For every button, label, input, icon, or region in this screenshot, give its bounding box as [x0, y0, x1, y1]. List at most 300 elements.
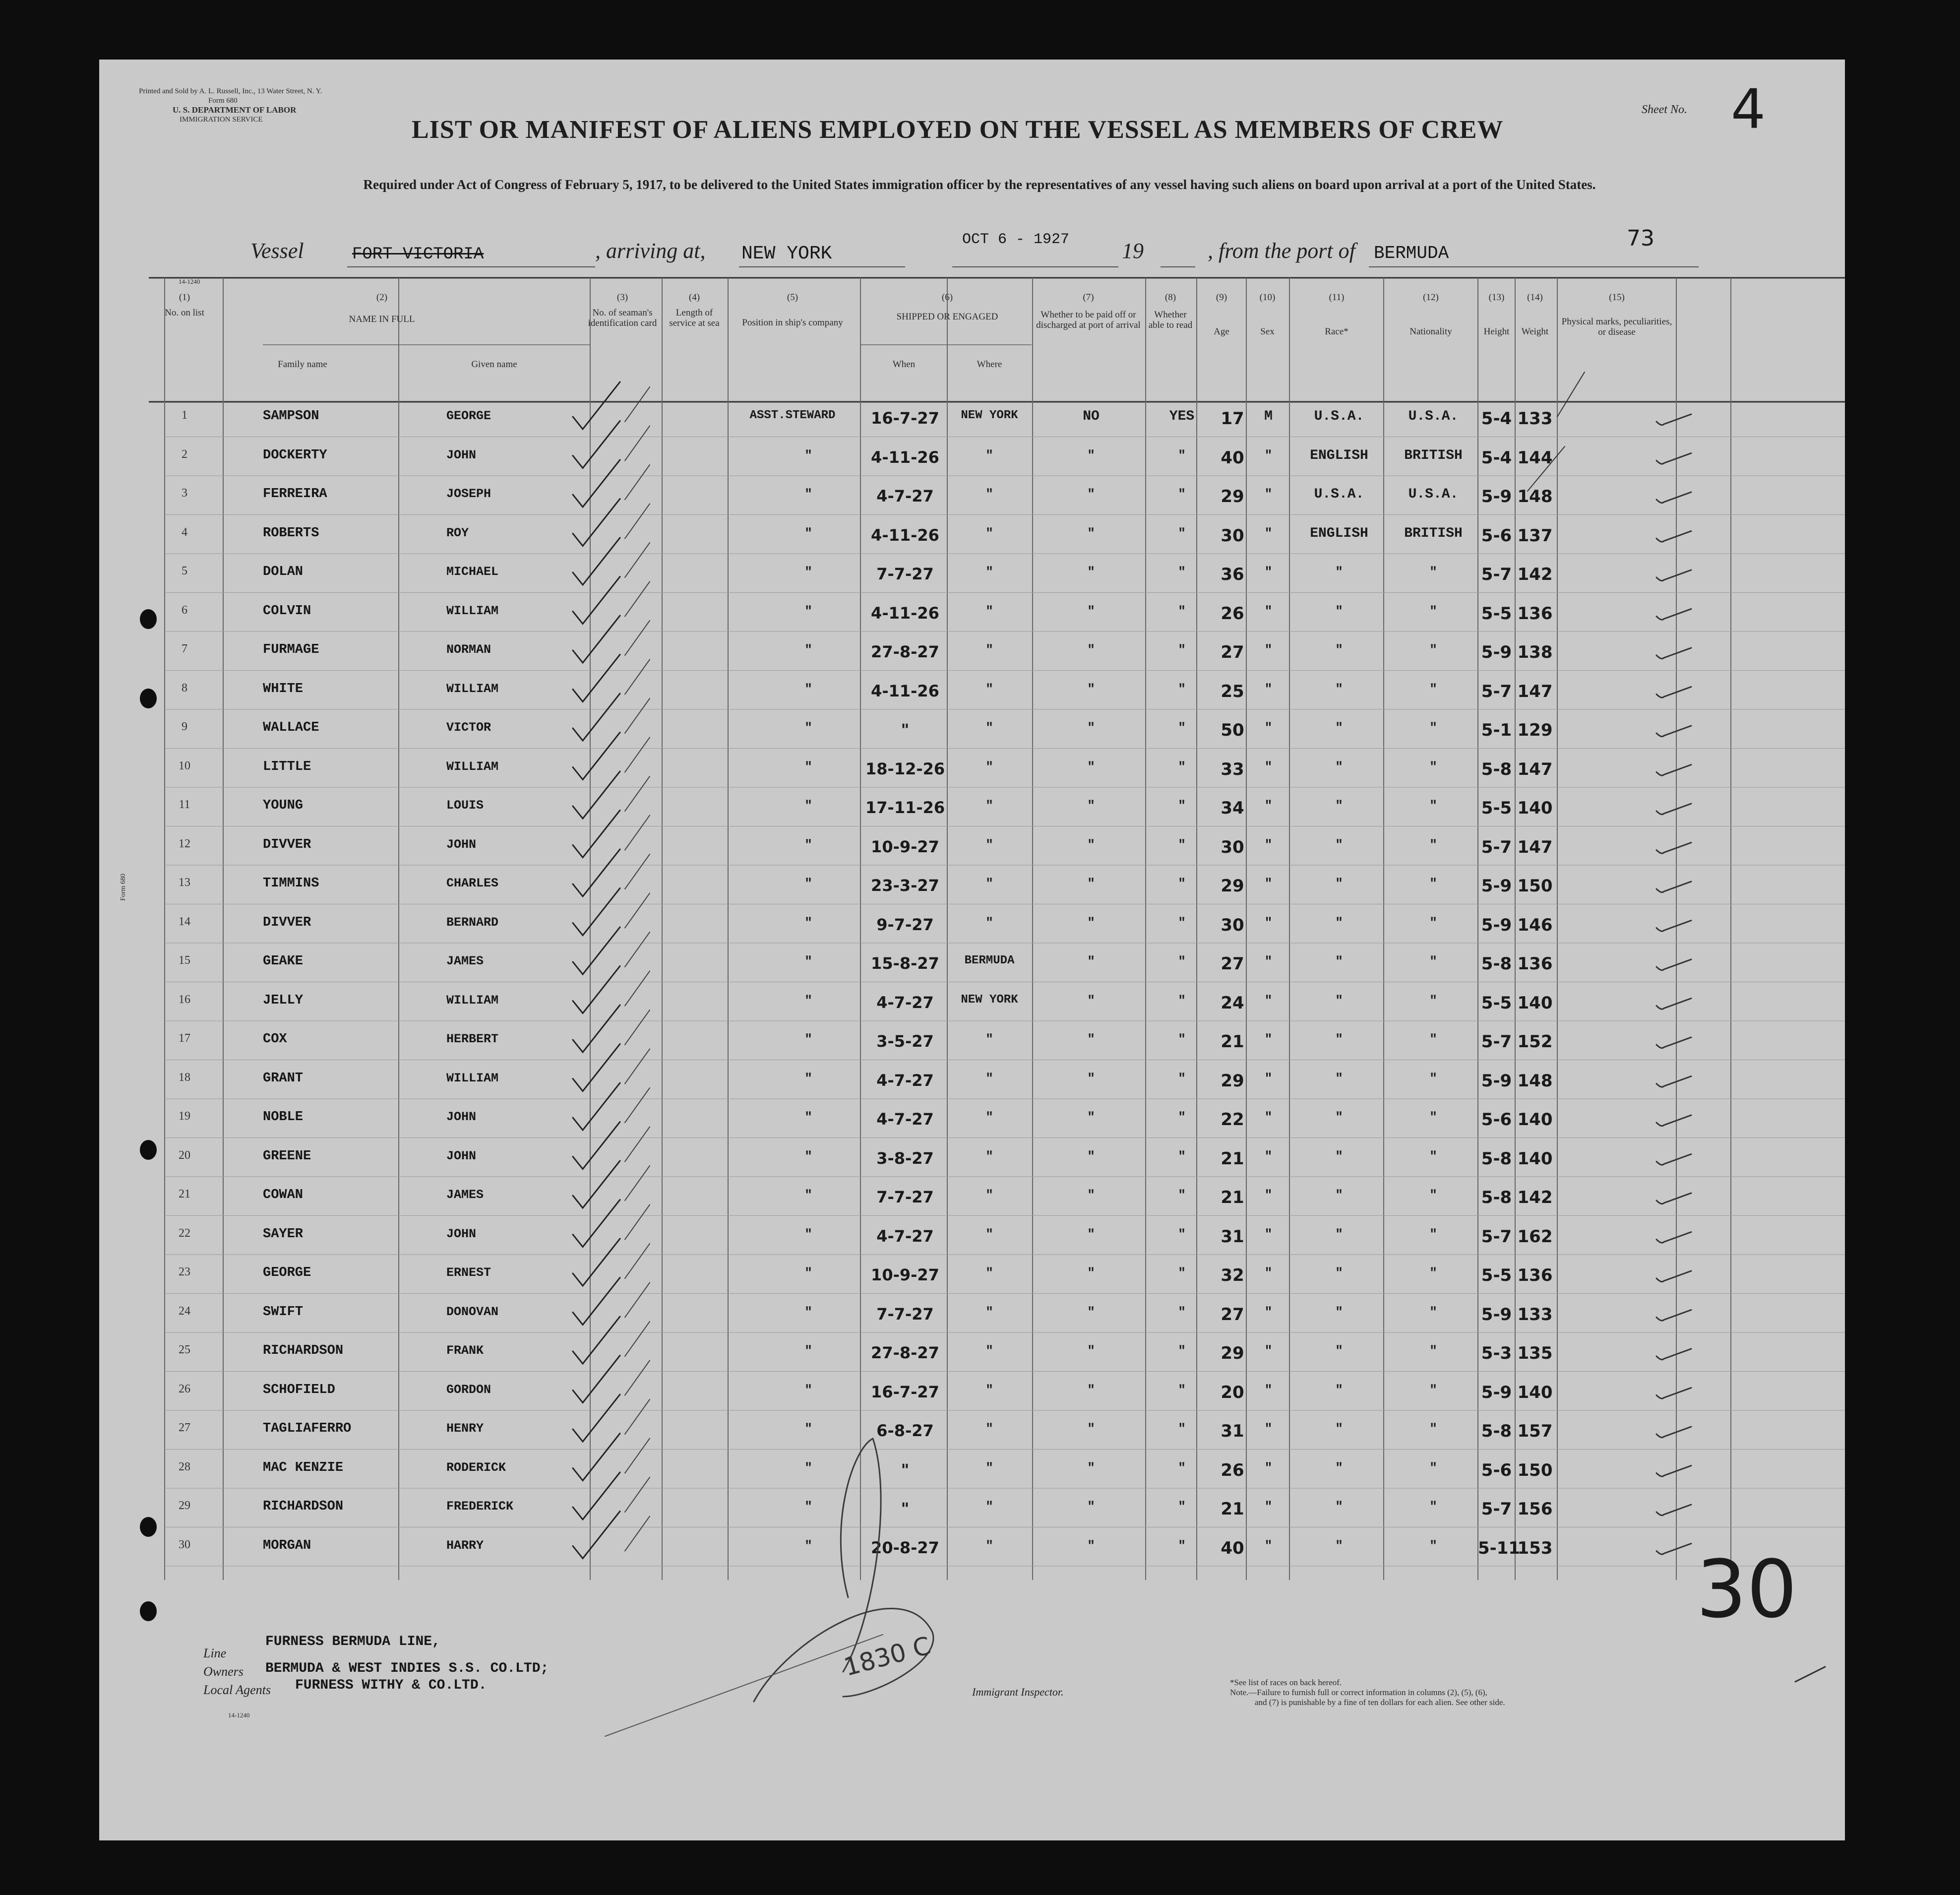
able-to-read-cell: "	[1178, 1110, 1186, 1125]
col6-header: (6) SHIPPED OR ENGAGED	[896, 292, 998, 322]
family-name: RICHARDSON	[263, 1343, 344, 1358]
paid-off-cell: "	[1087, 1265, 1095, 1280]
id-card-check	[573, 811, 620, 858]
physical-marks-check	[1656, 804, 1691, 815]
age-cell: 21	[1221, 1499, 1244, 1519]
sheet-number: 4	[1731, 77, 1766, 141]
paid-off-cell: "	[1087, 487, 1095, 502]
weight-cell: 137	[1517, 525, 1553, 546]
position-cell: "	[804, 487, 812, 502]
col9-header: (9) Age	[1214, 292, 1229, 337]
sex-cell: "	[1264, 487, 1273, 502]
id-card-check	[573, 460, 620, 507]
height-cell: 5-7	[1481, 837, 1512, 857]
weight-cell: 140	[1517, 798, 1553, 818]
id-card-check	[573, 1083, 620, 1130]
weight-cell: 133	[1517, 409, 1553, 429]
shipped-when: 17-11-26	[865, 798, 945, 817]
able-to-read-cell: "	[1178, 1148, 1186, 1164]
weight-cell: 140	[1517, 1148, 1553, 1169]
race-cell: "	[1335, 1538, 1343, 1553]
height-cell: 5-6	[1481, 1110, 1512, 1130]
nationality-cell: "	[1429, 1499, 1437, 1514]
family-name: GEAKE	[263, 954, 304, 969]
shipped-when: 10-9-27	[871, 1265, 939, 1284]
position-cell: "	[804, 447, 812, 463]
row-number: 14	[179, 915, 190, 928]
height-cell: 5-5	[1481, 603, 1512, 624]
nationality-cell: "	[1429, 603, 1437, 619]
age-cell: 21	[1221, 1148, 1244, 1169]
shipped-when: 27-8-27	[871, 1343, 939, 1362]
position-cell: "	[804, 1421, 812, 1436]
family-name: FURMAGE	[263, 642, 319, 657]
race-cell: "	[1335, 1460, 1343, 1475]
race-cell: U.S.A.	[1314, 409, 1364, 424]
row-number: 16	[179, 993, 190, 1006]
height-cell: 5-8	[1481, 954, 1512, 974]
col2-number: (2)	[376, 292, 388, 303]
weight-cell: 147	[1517, 681, 1553, 701]
id-card-check	[573, 1434, 620, 1481]
weight-cell: 136	[1517, 1265, 1553, 1285]
nationality-slash	[1528, 446, 1565, 491]
footnote-penalty-2: and (7) is punishable by a fine of ten dollars for each alien. See other side.	[1255, 1698, 1505, 1707]
height-cell: 5-7	[1481, 565, 1512, 584]
given-name: JOSEPH	[446, 487, 491, 501]
sex-cell: "	[1264, 1460, 1273, 1475]
sex-cell: "	[1264, 1188, 1273, 1202]
weight-cell: 136	[1517, 603, 1553, 624]
sex-cell: "	[1264, 1110, 1273, 1125]
given-name: FREDERICK	[446, 1499, 514, 1514]
id-card-check	[625, 1166, 650, 1200]
paid-off-cell: "	[1087, 1032, 1095, 1047]
height-cell: 5-6	[1481, 525, 1512, 546]
nationality-cell: "	[1429, 1343, 1437, 1358]
shipped-where: "	[985, 487, 993, 502]
able-to-read-cell: "	[1178, 1226, 1186, 1242]
age-cell: 30	[1221, 525, 1244, 546]
position-cell: "	[804, 1343, 812, 1358]
id-card-check	[625, 543, 650, 577]
weight-cell: 162	[1517, 1226, 1553, 1247]
nationality-cell: "	[1429, 681, 1437, 696]
shipped-when: 20-8-27	[871, 1538, 939, 1557]
able-to-read-cell: "	[1178, 1538, 1186, 1553]
physical-marks-check	[1656, 1271, 1691, 1282]
form-code-bottom: 14-1240	[228, 1711, 250, 1719]
col15-header: (15) Physical marks, peculiarities, or disease	[1561, 292, 1672, 337]
row-number: 19	[179, 1110, 190, 1123]
position-cell: "	[804, 954, 812, 969]
height-cell: 5-5	[1481, 798, 1512, 818]
position-cell: "	[804, 1460, 812, 1475]
height-cell: 5-5	[1481, 1265, 1512, 1285]
age-cell: 31	[1221, 1226, 1244, 1247]
shipped-where: "	[985, 1071, 993, 1086]
physical-marks-check	[1656, 1427, 1691, 1438]
shipped-when: 4-7-27	[876, 1071, 934, 1090]
position-cell: "	[804, 642, 812, 657]
col13-header: (13) Height	[1483, 292, 1510, 337]
age-cell: 31	[1221, 1421, 1244, 1441]
shipped-where: NEW YORK	[961, 409, 1018, 422]
row-number: 28	[179, 1460, 190, 1473]
physical-marks-check	[1656, 1388, 1691, 1399]
punch-hole	[140, 689, 157, 708]
physical-marks-check	[1656, 609, 1691, 620]
weight-cell: 129	[1517, 720, 1553, 740]
id-card-check	[573, 1512, 620, 1559]
sex-cell: "	[1264, 876, 1273, 891]
given-name: RODERICK	[446, 1460, 506, 1475]
paid-off-cell: "	[1087, 1343, 1095, 1358]
shipped-where: "	[985, 525, 993, 541]
id-card-check	[625, 776, 650, 811]
paid-off-cell: "	[1087, 1499, 1095, 1514]
id-card-check	[573, 1394, 620, 1442]
id-card-check	[573, 1239, 620, 1286]
shipped-when: 16-7-27	[871, 1382, 939, 1401]
paid-off-cell: "	[1087, 876, 1095, 891]
shipped-where: "	[985, 1499, 993, 1514]
height-cell: 5-9	[1481, 642, 1512, 662]
row-number: 5	[182, 565, 187, 577]
col2-header: NAME IN FULL	[349, 314, 415, 324]
row-number: 11	[179, 798, 190, 811]
age-cell: 29	[1221, 876, 1244, 896]
race-cell: "	[1335, 1188, 1343, 1202]
paid-off-cell: "	[1087, 915, 1095, 930]
position-cell: ASST.STEWARD	[749, 409, 836, 422]
family-name: SCHOFIELD	[263, 1382, 335, 1397]
shipped-where: "	[985, 603, 993, 619]
id-card-check	[625, 465, 650, 500]
sex-cell: "	[1264, 1499, 1273, 1514]
col3-header: (3) No. of seaman's identification card	[588, 292, 657, 328]
sex-cell: "	[1264, 1148, 1273, 1164]
row-number: 20	[179, 1148, 190, 1162]
sex-cell: "	[1264, 1538, 1273, 1553]
physical-marks-check	[1656, 570, 1691, 581]
id-card-check	[573, 1472, 620, 1519]
race-cell: "	[1335, 603, 1343, 619]
row-number: 10	[179, 759, 190, 772]
id-card-check	[625, 854, 650, 889]
col14-header: (14) Weight	[1521, 292, 1549, 337]
given-name: JOHN	[446, 837, 477, 852]
race-cell: "	[1335, 759, 1343, 774]
id-card-check	[625, 1516, 650, 1551]
position-cell: "	[804, 1148, 812, 1164]
shipped-when: 4-7-27	[876, 993, 934, 1012]
physical-marks-check	[1656, 453, 1691, 464]
shipped-when: "	[901, 720, 910, 739]
shipped-when: 3-5-27	[876, 1032, 934, 1051]
nationality-cell: "	[1429, 1188, 1437, 1202]
able-to-read-cell: "	[1178, 876, 1186, 891]
nationality-cell: "	[1429, 1538, 1437, 1553]
given-name: WILLIAM	[446, 1071, 499, 1085]
height-cell: 5-9	[1481, 487, 1512, 506]
able-to-read-cell: "	[1178, 915, 1186, 930]
position-cell: "	[804, 681, 812, 696]
paid-off-cell: "	[1087, 759, 1095, 774]
physical-marks-check	[1656, 921, 1691, 932]
given-name: MICHAEL	[446, 565, 499, 579]
sex-cell: "	[1264, 1382, 1273, 1397]
family-name: FERREIRA	[263, 487, 327, 502]
family-name: YOUNG	[263, 798, 304, 813]
race-cell: "	[1335, 798, 1343, 813]
family-name: DOCKERTY	[263, 447, 327, 463]
shipped-when: 4-11-26	[871, 681, 939, 700]
family-name: MAC KENZIE	[263, 1460, 344, 1475]
family-name: COWAN	[263, 1188, 304, 1202]
weight-cell: 147	[1517, 759, 1553, 779]
sheet-label: Sheet No.	[1642, 103, 1687, 116]
height-cell: 5-11	[1478, 1538, 1521, 1558]
physical-marks-check	[1656, 843, 1691, 854]
able-to-read-cell: "	[1178, 759, 1186, 774]
height-cell: 5-9	[1481, 1382, 1512, 1402]
physical-marks-check	[1656, 687, 1691, 698]
id-card-check	[573, 577, 620, 624]
height-cell: 5-9	[1481, 915, 1512, 935]
nationality-cell: "	[1429, 1460, 1437, 1475]
weight-cell: 140	[1517, 993, 1553, 1013]
height-cell: 5-4	[1481, 409, 1512, 429]
id-card-check	[573, 694, 620, 741]
race-cell: "	[1335, 837, 1343, 852]
nationality-cell: "	[1429, 993, 1437, 1008]
row-number: 9	[182, 720, 187, 733]
footnote-penalty-1: Note.—Failure to furnish full or correct information in columns (2), (5), (6),	[1230, 1688, 1487, 1697]
nationality-cell: "	[1429, 1382, 1437, 1397]
weight-cell: 146	[1517, 915, 1553, 935]
age-cell: 34	[1221, 798, 1244, 818]
physical-marks-check	[1656, 648, 1691, 659]
physical-marks-check	[1656, 1037, 1691, 1048]
row-number: 26	[179, 1382, 190, 1395]
nationality-cell: U.S.A.	[1408, 409, 1459, 424]
weight-cell: 150	[1517, 876, 1553, 896]
arrival-port: NEW YORK	[741, 243, 832, 264]
paid-off-cell: "	[1087, 1460, 1095, 1475]
departure-port: BERMUDA	[1374, 243, 1449, 263]
nationality-cell: BRITISH	[1404, 447, 1463, 463]
id-card-check	[625, 1127, 650, 1162]
nationality-cell: "	[1429, 915, 1437, 930]
col2b-header: Given name	[471, 359, 517, 370]
owners-name: BERMUDA & WEST INDIES S.S. CO.LTD;	[265, 1661, 549, 1676]
able-to-read-cell: "	[1178, 1382, 1186, 1397]
able-to-read-cell: "	[1178, 837, 1186, 852]
col6b-header: Where	[977, 359, 1002, 370]
age-cell: 24	[1221, 993, 1244, 1013]
row-number: 18	[179, 1071, 190, 1084]
physical-marks-check	[1656, 999, 1691, 1010]
service-name: IMMIGRATION SERVICE	[180, 116, 263, 124]
weight-cell: 156	[1517, 1499, 1553, 1519]
age-cell: 26	[1221, 1460, 1244, 1480]
id-card-check	[625, 698, 650, 733]
id-card-check	[573, 1122, 620, 1169]
given-name: JOHN	[446, 1226, 477, 1241]
id-card-check	[573, 888, 620, 936]
race-cell: "	[1335, 954, 1343, 969]
page-subtitle: Required under Act of Congress of February 5, 1917, to be delivered to the United States immigration officer by the representatives of any vessel having such aliens on board upon arrival at a port of the United States.	[363, 177, 1596, 192]
paid-off-cell: "	[1087, 1538, 1095, 1553]
age-cell: 29	[1221, 1343, 1244, 1363]
given-name: NORMAN	[446, 642, 491, 657]
id-card-check	[573, 499, 620, 546]
id-card-check	[573, 1200, 620, 1247]
family-name: COLVIN	[263, 603, 311, 619]
sheet-code: 73	[1627, 226, 1654, 251]
shipped-where: "	[985, 1110, 993, 1125]
able-to-read-cell: "	[1178, 1343, 1186, 1358]
shipped-where: "	[985, 1148, 993, 1164]
weight-cell: 135	[1517, 1343, 1553, 1363]
given-name: GEORGE	[446, 409, 491, 423]
shipped-when: 3-8-27	[876, 1148, 934, 1168]
family-name: GREENE	[263, 1148, 311, 1164]
given-name: JOHN	[446, 1110, 477, 1124]
physical-marks-check	[1656, 882, 1691, 892]
family-name: TIMMINS	[263, 876, 319, 891]
id-card-check	[625, 1010, 650, 1045]
handwritten-marks	[99, 60, 1845, 1840]
agents-label: Local Agents	[203, 1683, 271, 1697]
line-label: Line	[203, 1646, 227, 1660]
family-name: WALLACE	[263, 720, 319, 735]
shipped-where: "	[985, 1421, 993, 1436]
age-cell: 21	[1221, 1188, 1244, 1207]
sex-cell: "	[1264, 1304, 1273, 1320]
nationality-cell: BRITISH	[1404, 525, 1463, 541]
paid-off-cell: "	[1087, 798, 1095, 813]
able-to-read-cell: "	[1178, 487, 1186, 502]
given-name: WILLIAM	[446, 759, 499, 774]
height-cell: 5-3	[1481, 1343, 1512, 1363]
shipped-when: 7-7-27	[876, 1188, 934, 1206]
sex-cell: "	[1264, 565, 1273, 579]
row-number: 8	[182, 681, 187, 695]
sex-cell: "	[1264, 1343, 1273, 1358]
given-name: BERNARD	[446, 915, 499, 930]
height-cell: 5-9	[1481, 1071, 1512, 1091]
paid-off-cell: "	[1087, 565, 1095, 579]
able-to-read-cell: "	[1178, 798, 1186, 813]
able-to-read-cell: YES	[1169, 409, 1195, 424]
nationality-cell: U.S.A.	[1408, 487, 1459, 502]
sex-cell: "	[1264, 837, 1273, 852]
nationality-cell: "	[1429, 1226, 1437, 1242]
row-number: 12	[179, 837, 190, 850]
paid-off-cell: "	[1087, 447, 1095, 463]
able-to-read-cell: "	[1178, 565, 1186, 579]
family-name: GEORGE	[263, 1265, 311, 1280]
physical-marks-check	[1656, 959, 1691, 970]
height-cell: 5-4	[1481, 447, 1512, 468]
race-cell: "	[1335, 1382, 1343, 1397]
race-cell: "	[1335, 876, 1343, 891]
race-cell: ENGLISH	[1310, 525, 1368, 541]
shipped-when: 16-7-27	[871, 409, 939, 428]
shipped-when: 9-7-27	[876, 915, 934, 934]
given-name: WILLIAM	[446, 993, 499, 1008]
id-card-check	[625, 660, 650, 695]
race-cell: "	[1335, 915, 1343, 930]
position-cell: "	[804, 876, 812, 891]
position-cell: "	[804, 1188, 812, 1202]
able-to-read-cell: "	[1178, 1032, 1186, 1047]
given-name: JOHN	[446, 447, 477, 462]
position-cell: "	[804, 915, 812, 930]
shipped-where: "	[985, 1343, 993, 1358]
able-to-read-cell: "	[1178, 642, 1186, 657]
nationality-slash	[1557, 372, 1585, 417]
sex-cell: "	[1264, 798, 1273, 813]
shipped-when: 4-7-27	[876, 1110, 934, 1129]
able-to-read-cell: "	[1178, 1304, 1186, 1320]
position-cell: "	[804, 525, 812, 541]
age-cell: 21	[1221, 1032, 1244, 1052]
shipped-when: 15-8-27	[871, 954, 939, 973]
id-card-check	[625, 738, 650, 772]
family-name: MORGAN	[263, 1538, 311, 1553]
row-number: 25	[179, 1343, 190, 1356]
age-cell: 27	[1221, 642, 1244, 662]
weight-cell: 142	[1517, 565, 1553, 584]
race-cell: "	[1335, 1499, 1343, 1514]
age-cell: 26	[1221, 603, 1244, 624]
able-to-read-cell: "	[1178, 525, 1186, 541]
paid-off-cell: NO	[1083, 409, 1100, 424]
col10-header: (10) Sex	[1259, 292, 1276, 337]
total-count: 30	[1696, 1543, 1797, 1636]
physical-marks-check	[1656, 1466, 1691, 1477]
sex-cell: "	[1264, 447, 1273, 463]
vessel-label: Vessel	[250, 239, 304, 263]
paid-off-cell: "	[1087, 1110, 1095, 1125]
age-cell: 40	[1221, 447, 1244, 468]
shipped-when: 4-7-27	[876, 1226, 934, 1246]
row-number: 24	[179, 1304, 190, 1318]
row-number: 13	[179, 876, 190, 889]
shipped-where: "	[985, 1304, 993, 1320]
manifest-sheet	[99, 60, 1845, 1840]
sex-cell: "	[1264, 1032, 1273, 1047]
col6a-header: When	[892, 359, 916, 370]
sex-cell: "	[1264, 525, 1273, 541]
physical-marks-check	[1656, 531, 1691, 542]
able-to-read-cell: "	[1178, 447, 1186, 463]
sex-cell: "	[1264, 915, 1273, 930]
paid-off-cell: "	[1087, 1188, 1095, 1202]
year-prefix: 19	[1122, 239, 1144, 263]
shipped-where: "	[985, 837, 993, 852]
sex-cell: "	[1264, 720, 1273, 735]
height-cell: 5-6	[1481, 1460, 1512, 1480]
weight-cell: 133	[1517, 1304, 1553, 1325]
col2a-header: Family name	[278, 359, 327, 370]
sex-cell: "	[1264, 642, 1273, 657]
physical-marks-check	[1656, 492, 1691, 503]
id-card-check	[625, 1049, 650, 1084]
